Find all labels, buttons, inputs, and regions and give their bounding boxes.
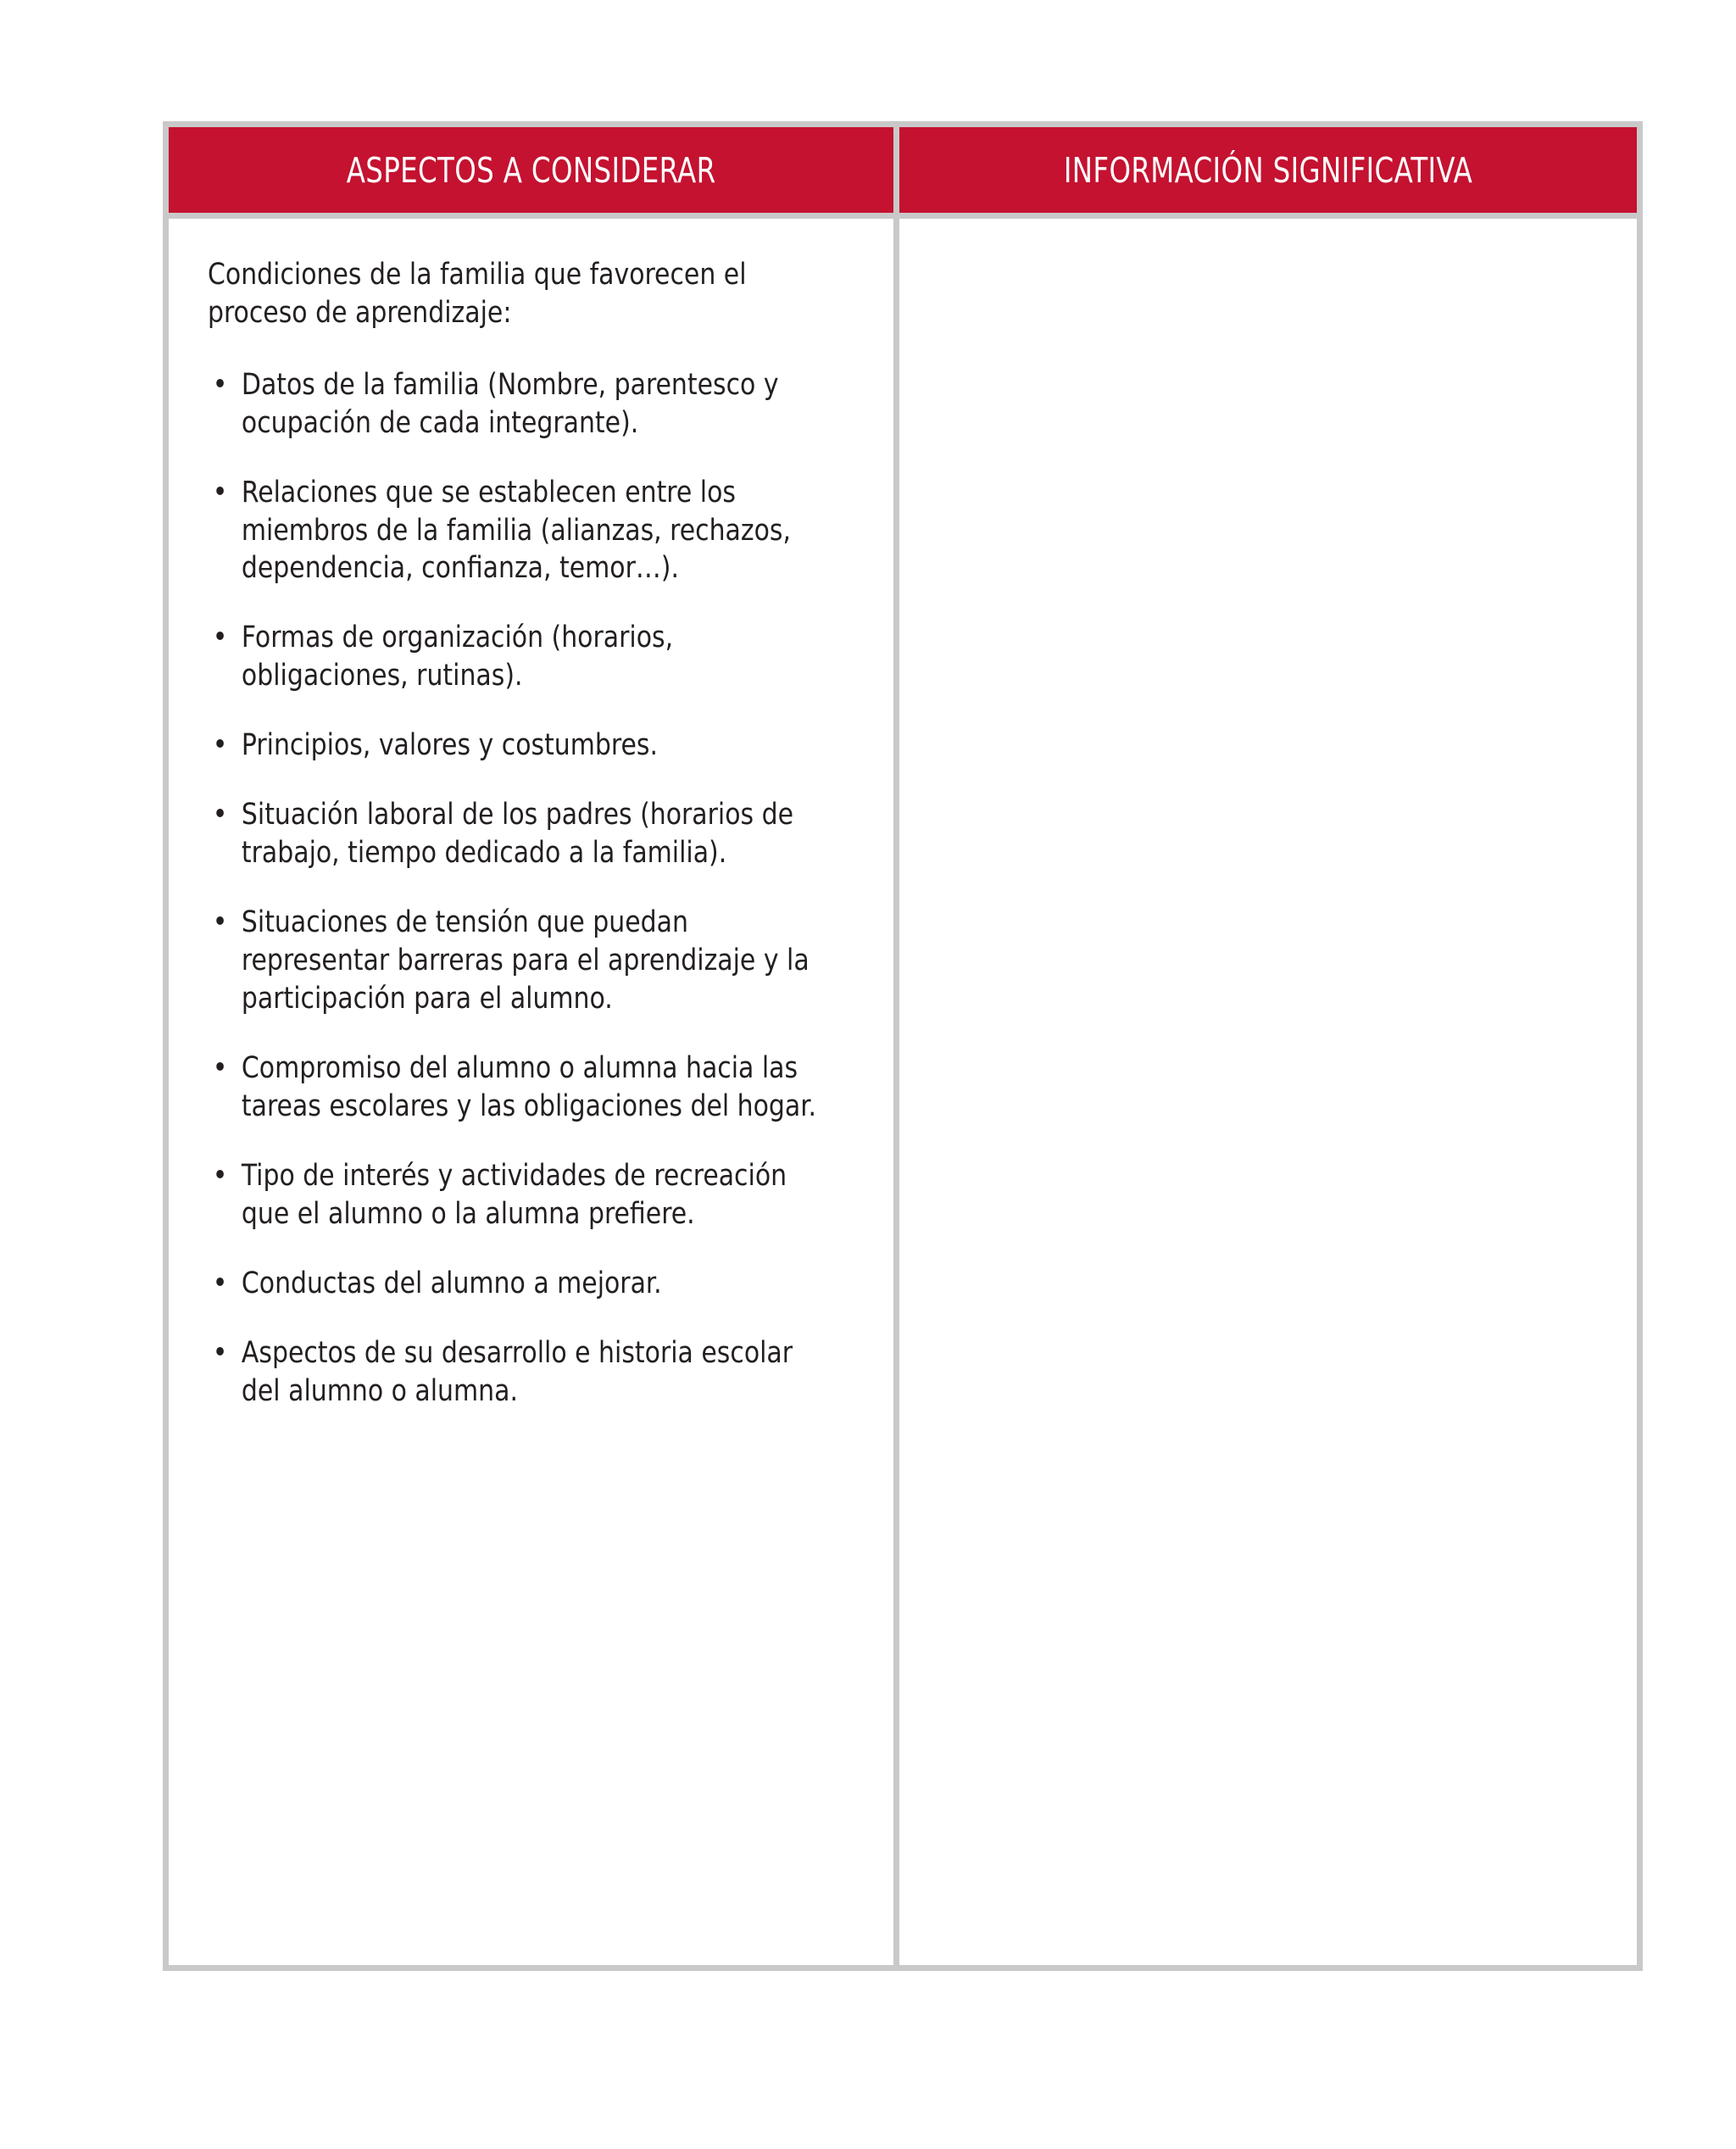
- table-header-label-information: INFORMACIÓN SIGNIFICATIVA: [1063, 149, 1473, 191]
- list-item: [208, 904, 835, 1018]
- list-item-text: Formas de organización (horarios, obligaciones, rutinas).: [241, 621, 674, 693]
- list-item-text: Tipo de interés y actividades de recreación que el alumno o la alumna prefiere.: [241, 1159, 787, 1232]
- bullet-icon: •: [212, 728, 228, 763]
- aspects-table: [163, 121, 1643, 1971]
- list-item: [208, 1049, 835, 1126]
- bullet-icon: •: [212, 798, 228, 832]
- bullet-icon: •: [212, 905, 228, 940]
- list-item-text: Relaciones que se establecen entre los miembros de la familia (alianzas, rechazos, dependencia, confianza, temor…).: [241, 475, 791, 586]
- list-item-text: Aspectos de su desarrollo e historia escolar del alumno o alumna.: [241, 1336, 793, 1408]
- aspects-bullet-list: [208, 366, 868, 1411]
- list-item-text: Principios, valores y costumbres.: [241, 728, 658, 763]
- list-item: [208, 727, 835, 765]
- aspects-intro-text: Condiciones de la familia que favorecen el proceso de aprendizaje:: [208, 258, 747, 330]
- bullet-icon: •: [212, 367, 228, 402]
- bullet-icon: •: [212, 621, 228, 655]
- bullet-icon: •: [212, 475, 228, 509]
- list-item: [208, 474, 835, 588]
- table-header-row: [169, 127, 1637, 213]
- table-header-label-aspects: ASPECTOS A CONSIDERAR: [346, 149, 716, 191]
- bullet-icon: •: [212, 1159, 228, 1194]
- table-header-cell-information: [899, 127, 1637, 213]
- list-item: [208, 619, 835, 695]
- table-header-cell-aspects: [169, 127, 899, 213]
- list-item: [208, 366, 835, 443]
- list-item-text: Situación laboral de los padres (horarios de trabajo, tiempo dedicado a la familia).: [241, 798, 794, 871]
- list-item: [208, 1157, 835, 1233]
- list-item-text: Datos de la familia (Nombre, parentesco y ocupación de cada integrante).: [241, 367, 779, 440]
- bullet-icon: •: [212, 1051, 228, 1086]
- list-item: [208, 1334, 835, 1411]
- table-cell-information-entry-area[interactable]: [899, 219, 1637, 1965]
- table-cell-aspects-content: [169, 219, 899, 1965]
- list-item-text: Conductas del alumno a mejorar.: [241, 1267, 662, 1301]
- table-body-row: [169, 213, 1637, 1965]
- bullet-icon: •: [212, 1267, 228, 1301]
- list-item: [208, 796, 835, 872]
- list-item: [208, 1265, 835, 1303]
- bullet-icon: •: [212, 1336, 228, 1371]
- list-item-text: Compromiso del alumno o alumna hacia las tareas escolares y las obligaciones del hogar.: [241, 1051, 816, 1124]
- list-item-text: Situaciones de tensión que puedan representar barreras para el aprendizaje y la participación para el alumno.: [241, 905, 810, 1016]
